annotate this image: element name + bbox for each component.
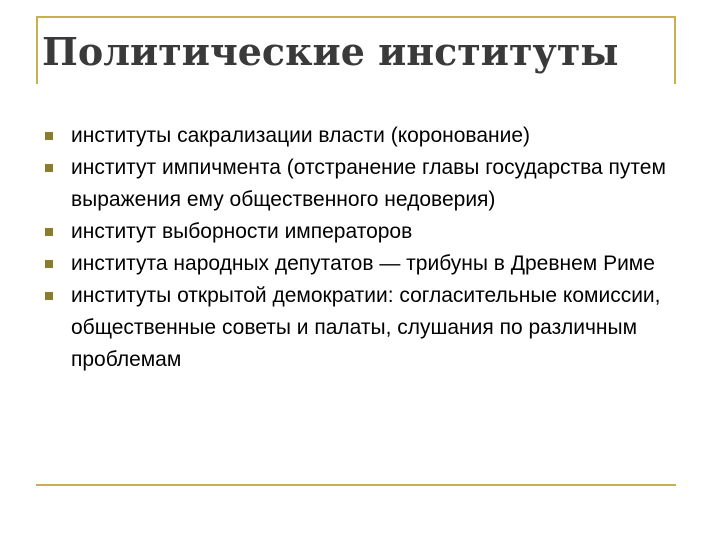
square-bullet-icon [45,132,53,140]
bullet-item [45,120,685,152]
square-bullet-icon [45,260,53,268]
bullet-text: института народных депутатов — трибуны в Древнем Риме [71,252,655,275]
bottom-divider-line [36,484,676,486]
square-bullet-icon [45,164,53,172]
square-bullet-icon [45,228,53,236]
bullet-text: институт импичмента (отстранение главы государства путем выражения ему общественного недоверия) [71,156,666,211]
frame-left-line [36,16,38,84]
slide-title: Политические институты [42,29,619,74]
square-bullet-icon [45,292,53,300]
bullet-item [45,280,685,376]
bullet-text: институты открытой демократии: согласительные комиссии, общественные советы и палаты, слушания по различным проблемам [71,284,661,371]
bullet-item [45,248,685,280]
frame-right-line [674,16,676,84]
bullet-item [45,152,685,216]
frame-top-line [36,16,676,18]
bullet-text: институт выборности императоров [71,220,413,243]
bullet-item [45,216,685,248]
bullet-list [45,120,685,376]
bullet-text: институты сакрализации власти (коронование) [71,124,531,147]
